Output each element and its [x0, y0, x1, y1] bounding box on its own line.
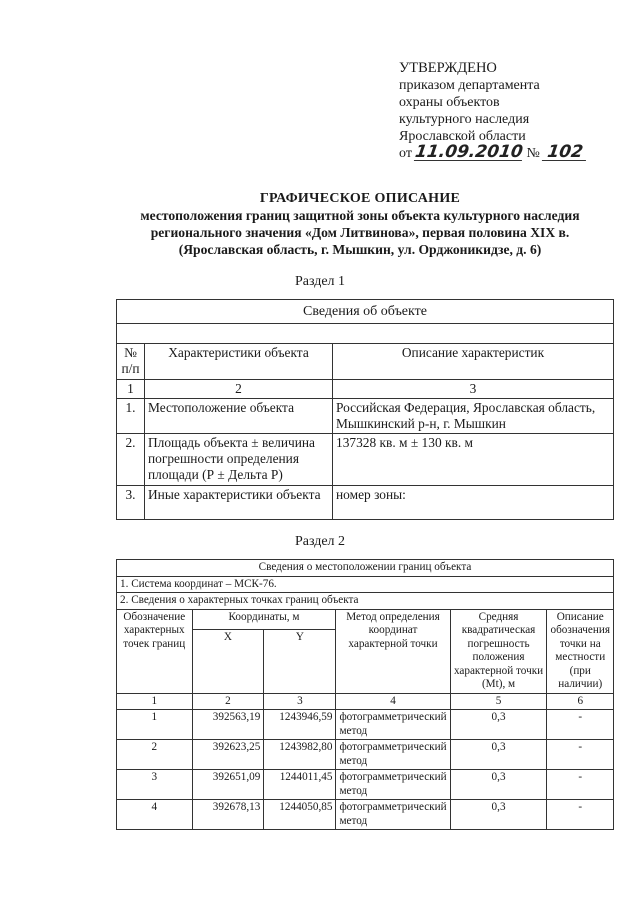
approval-line: культурного наследия: [399, 112, 530, 127]
table-title: Сведения об объекте: [117, 300, 614, 324]
header-desc: Описание характеристик: [333, 344, 614, 380]
index-cell: 6: [547, 693, 614, 710]
point-number: 4: [117, 800, 193, 830]
document-title: [100, 190, 620, 258]
point-y: 1244011,45: [264, 770, 336, 800]
section1-label: Раздел 1: [294, 274, 346, 289]
table-row: [117, 800, 614, 830]
table-title: Сведения о местоположении границ объекта: [117, 560, 614, 577]
point-description: -: [547, 740, 614, 770]
row-num: 2.: [117, 434, 145, 486]
header-accuracy: Средняя квадратическая погрешность положения характерной точки (Mt), м: [450, 609, 547, 693]
index-cell: 4: [336, 693, 450, 710]
index-cell: 3: [333, 380, 614, 399]
index-cell: 3: [264, 693, 336, 710]
header-y: Y: [264, 629, 336, 693]
points-title: 2. Сведения о характерных точках границ объекта: [117, 593, 614, 610]
point-y: 1243982,80: [264, 740, 336, 770]
approval-heading: УТВЕРЖДЕНО: [399, 60, 497, 76]
index-cell: 5: [450, 693, 547, 710]
header-x: X: [192, 629, 264, 693]
header-num: № п/п: [117, 344, 145, 380]
row-num: 3.: [117, 486, 145, 520]
approval-line: приказом департамента: [399, 78, 540, 93]
table-row: [117, 710, 614, 740]
date-prefix: от: [399, 146, 412, 161]
table-row: [117, 434, 614, 486]
title-line: регионального значения «Дом Литвинова», первая половина XIX в.: [150, 225, 570, 240]
point-x: 392651,09: [192, 770, 264, 800]
coord-system: 1. Система координат – МСК-76.: [117, 576, 614, 593]
point-accuracy: 0,3: [450, 800, 547, 830]
header-method: Метод определения координат характерной точки: [336, 609, 450, 693]
point-number: 1: [117, 710, 193, 740]
approval-line: охраны объектов: [399, 95, 500, 110]
row-char: Местоположение объекта: [145, 399, 333, 434]
index-cell: 1: [117, 693, 193, 710]
index-cell: 2: [192, 693, 264, 710]
table-row: [117, 770, 614, 800]
point-description: -: [547, 710, 614, 740]
empty-row: [117, 324, 614, 344]
title-line: ГРАФИЧЕСКОЕ ОПИСАНИЕ: [259, 191, 461, 206]
approval-number: 102: [542, 145, 588, 161]
section2-label: Раздел 2: [294, 534, 346, 549]
point-accuracy: 0,3: [450, 770, 547, 800]
header-designation: Обозначение характерных точек границ: [117, 609, 193, 693]
point-y: 1244050,85: [264, 800, 336, 830]
point-accuracy: 0,3: [450, 740, 547, 770]
row-char: Площадь объекта ± величина погрешности определения площади (Р ± Дельта Р): [145, 434, 333, 486]
point-accuracy: 0,3: [450, 710, 547, 740]
number-prefix: №: [526, 146, 540, 161]
point-method: фотограмметрический метод: [336, 710, 450, 740]
point-description: -: [547, 800, 614, 830]
object-info-table: [116, 299, 614, 520]
table-row: [117, 399, 614, 434]
header-char: Характеристики объекта: [145, 344, 333, 380]
point-method: фотограмметрический метод: [336, 800, 450, 830]
point-method: фотограмметрический метод: [336, 740, 450, 770]
row-desc: номер зоны:: [333, 486, 614, 520]
point-number: 3: [117, 770, 193, 800]
header-description: Описание обозначения точки на местности (при наличии): [547, 609, 614, 693]
index-cell: 1: [117, 380, 145, 399]
index-cell: 2: [145, 380, 333, 399]
approval-date-line: [399, 142, 587, 162]
point-x: 392678,13: [192, 800, 264, 830]
point-description: -: [547, 770, 614, 800]
header-coords: Координаты, м: [192, 609, 336, 629]
row-char: Иные характеристики объекта: [145, 486, 333, 520]
title-line: (Ярославская область, г. Мышкин, ул. Орджоникидзе, д. 6): [178, 242, 542, 257]
row-desc: Российская Федерация, Ярославская область, Мышкинский р-н, г. Мышкин: [333, 399, 614, 434]
approval-date: 11.09.2010: [414, 142, 525, 162]
approval-block: [399, 60, 587, 162]
point-x: 392623,25: [192, 740, 264, 770]
point-number: 2: [117, 740, 193, 770]
row-desc: 137328 кв. м ± 130 кв. м: [333, 434, 614, 486]
point-y: 1243946,59: [264, 710, 336, 740]
table-row: [117, 740, 614, 770]
approval-line: Ярославской области: [399, 129, 526, 144]
title-line: местоположения границ защитной зоны объекта культурного наследия: [140, 208, 580, 223]
point-method: фотограмметрический метод: [336, 770, 450, 800]
boundary-points-table: [116, 559, 614, 830]
table-row: [117, 486, 614, 520]
point-x: 392563,19: [192, 710, 264, 740]
row-num: 1.: [117, 399, 145, 434]
